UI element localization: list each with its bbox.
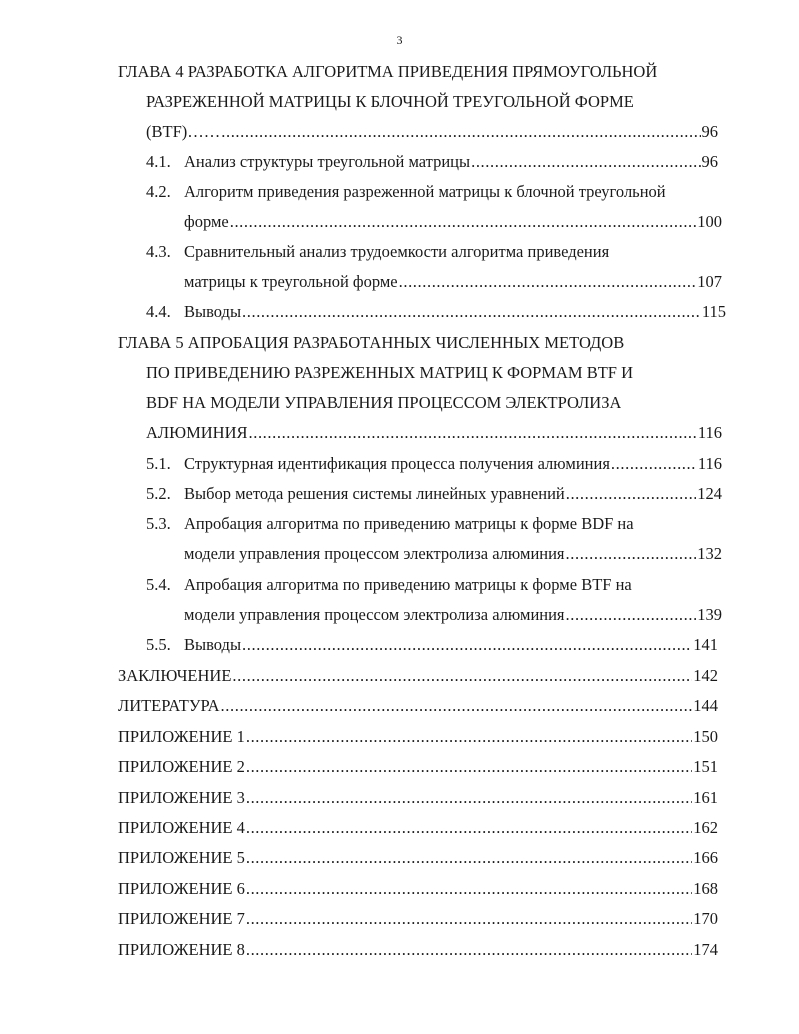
chapter-5-title-line-4: АЛЮМИНИЯ xyxy=(146,423,248,442)
leader-dots xyxy=(566,542,697,566)
entry-page: 144 xyxy=(693,696,718,715)
leader-dots xyxy=(566,603,697,627)
page-number: 3 xyxy=(396,33,403,47)
toc-appendix-5[interactable] xyxy=(118,846,718,870)
toc-appendix-8[interactable] xyxy=(118,938,718,962)
chapter-5-title-line-3: BDF НА МОДЕЛИ УПРАВЛЕНИЯ ПРОЦЕССОМ ЭЛЕКТРОЛИЗА xyxy=(146,393,622,412)
leader-dots xyxy=(246,725,692,749)
chapter-4-title-line-1: ГЛАВА 4 РАЗРАБОТКА АЛГОРИТМА ПРИВЕДЕНИЯ ПРЯМОУГОЛЬНОЙ xyxy=(118,62,658,81)
toc-appendix-1[interactable] xyxy=(118,725,718,749)
section-title-continued: модели управления процессом электролиза алюминия xyxy=(184,544,565,563)
chapter-5-entry[interactable] xyxy=(146,421,722,445)
leader-dots xyxy=(246,816,692,840)
section-page: 132 xyxy=(697,544,722,563)
entry-page: 151 xyxy=(693,757,718,776)
section-title: Сравнительный анализ трудоемкости алгоритма приведения xyxy=(184,242,610,261)
toc-section-5-4-cont[interactable] xyxy=(184,603,722,627)
toc-appendix-3[interactable] xyxy=(118,786,718,810)
section-page: 107 xyxy=(697,272,722,291)
toc-appendix-4[interactable] xyxy=(118,816,718,840)
entry-title: ЛИТЕРАТУРА xyxy=(118,696,220,715)
toc-section-4-3-cont[interactable] xyxy=(184,270,722,294)
section-title: Структурная идентификация процесса получения алюминия xyxy=(184,454,610,473)
leader-dots xyxy=(471,150,700,174)
leader-dots xyxy=(249,421,697,445)
section-number: 4.3. xyxy=(146,242,171,261)
entry-page: 161 xyxy=(693,788,718,807)
toc-literature[interactable] xyxy=(118,694,718,718)
leader-dots xyxy=(232,664,692,688)
entry-page: 150 xyxy=(693,727,718,746)
leader-dots xyxy=(230,210,697,234)
section-number: 4.2. xyxy=(146,182,171,201)
entry-title: ПРИЛОЖЕНИЕ 2 xyxy=(118,757,245,776)
entry-title: ПРИЛОЖЕНИЕ 6 xyxy=(118,879,245,898)
chapter-5-title-line-1: ГЛАВА 5 АПРОБАЦИЯ РАЗРАБОТАННЫХ ЧИСЛЕННЫХ МЕТОДОВ xyxy=(118,333,625,352)
section-page: 124 xyxy=(697,484,722,503)
leader-dots xyxy=(246,786,692,810)
entry-page: 142 xyxy=(693,666,718,685)
leader-dots xyxy=(611,452,697,476)
section-number: 5.2. xyxy=(146,484,171,503)
entry-title: ПРИЛОЖЕНИЕ 4 xyxy=(118,818,245,837)
leader-dots xyxy=(566,482,697,506)
toc-section-4-1[interactable] xyxy=(146,150,718,174)
chapter-5-title-line-2: ПО ПРИВЕДЕНИЮ РАЗРЕЖЕННЫХ МАТРИЦ К ФОРМАМ BTF И xyxy=(146,363,634,382)
section-number: 5.4. xyxy=(146,575,171,594)
entry-title: ПРИЛОЖЕНИЕ 8 xyxy=(118,940,245,959)
section-number: 4.1. xyxy=(146,152,171,171)
toc-section-4-3[interactable] xyxy=(146,240,718,264)
leader-dots xyxy=(246,755,692,779)
entry-page: 170 xyxy=(693,909,718,928)
section-number: 5.1. xyxy=(146,454,171,473)
chapter-4-entry[interactable] xyxy=(146,120,718,144)
toc-section-5-4[interactable] xyxy=(146,573,722,597)
toc-section-5-5[interactable] xyxy=(146,633,718,657)
toc-section-4-2-cont[interactable] xyxy=(184,210,722,234)
section-title: Анализ структуры треугольной матрицы xyxy=(184,152,471,171)
section-title: Выводы xyxy=(184,302,242,321)
toc-appendix-6[interactable] xyxy=(118,877,718,901)
leader-dots xyxy=(399,270,697,294)
section-title: Выбор метода решения системы линейных уравнений xyxy=(184,484,565,503)
section-page: 116 xyxy=(697,454,722,473)
section-title: Выводы xyxy=(184,635,242,654)
section-page: 139 xyxy=(697,605,722,624)
section-page: 141 xyxy=(693,635,718,654)
section-page: 96 xyxy=(701,152,718,171)
toc-section-5-3[interactable] xyxy=(146,512,722,536)
leader-dots xyxy=(246,907,692,931)
section-title-continued: модели управления процессом электролиза алюминия xyxy=(184,605,565,624)
section-title-continued: матрицы к треугольной форме xyxy=(184,272,398,291)
section-page: 115 xyxy=(701,302,726,321)
chapter-4-title-line-2: РАЗРЕЖЕННОЙ МАТРИЦЫ К БЛОЧНОЙ ТРЕУГОЛЬНОЙ ФОРМЕ xyxy=(146,92,634,111)
leader-dots xyxy=(246,877,692,901)
toc-conclusion[interactable] xyxy=(118,664,718,688)
section-title: Апробация алгоритма по приведению матрицы к форме BDF на xyxy=(184,514,634,533)
toc-section-4-2[interactable] xyxy=(146,180,718,204)
entry-title: ПРИЛОЖЕНИЕ 1 xyxy=(118,727,245,746)
leader-dots xyxy=(246,846,692,870)
section-title-continued: форме xyxy=(184,212,229,231)
toc-section-5-2[interactable] xyxy=(146,482,722,506)
toc-section-4-4[interactable] xyxy=(146,300,726,324)
entry-page: 166 xyxy=(693,848,718,867)
entry-page: 174 xyxy=(693,940,718,959)
leader-dots xyxy=(242,633,692,657)
leader-dots xyxy=(221,694,693,718)
toc-appendix-2[interactable] xyxy=(118,755,718,779)
leader-dots xyxy=(246,938,692,962)
entry-title: ЗАКЛЮЧЕНИЕ xyxy=(118,666,232,685)
toc-section-5-3-cont[interactable] xyxy=(184,542,722,566)
toc-appendix-7[interactable] xyxy=(118,907,718,931)
section-number: 5.3. xyxy=(146,514,171,533)
chapter-4-title-line-3: (BTF)…… xyxy=(146,122,221,141)
entry-page: 168 xyxy=(693,879,718,898)
entry-title: ПРИЛОЖЕНИЕ 3 xyxy=(118,788,245,807)
entry-title: ПРИЛОЖЕНИЕ 5 xyxy=(118,848,245,867)
leader-dots xyxy=(221,120,700,144)
section-page: 100 xyxy=(697,212,722,231)
chapter-5-page: 116 xyxy=(697,423,722,442)
toc-section-5-1[interactable] xyxy=(146,452,722,476)
chapter-4-page: 96 xyxy=(701,122,718,141)
entry-title: ПРИЛОЖЕНИЕ 7 xyxy=(118,909,245,928)
section-title: Алгоритм приведения разреженной матрицы к блочной треугольной xyxy=(184,182,666,201)
entry-page: 162 xyxy=(693,818,718,837)
leader-dots xyxy=(242,300,701,324)
section-title: Апробация алгоритма по приведению матрицы к форме BTF на xyxy=(184,575,632,594)
section-number: 4.4. xyxy=(146,302,171,321)
section-number: 5.5. xyxy=(146,635,171,654)
